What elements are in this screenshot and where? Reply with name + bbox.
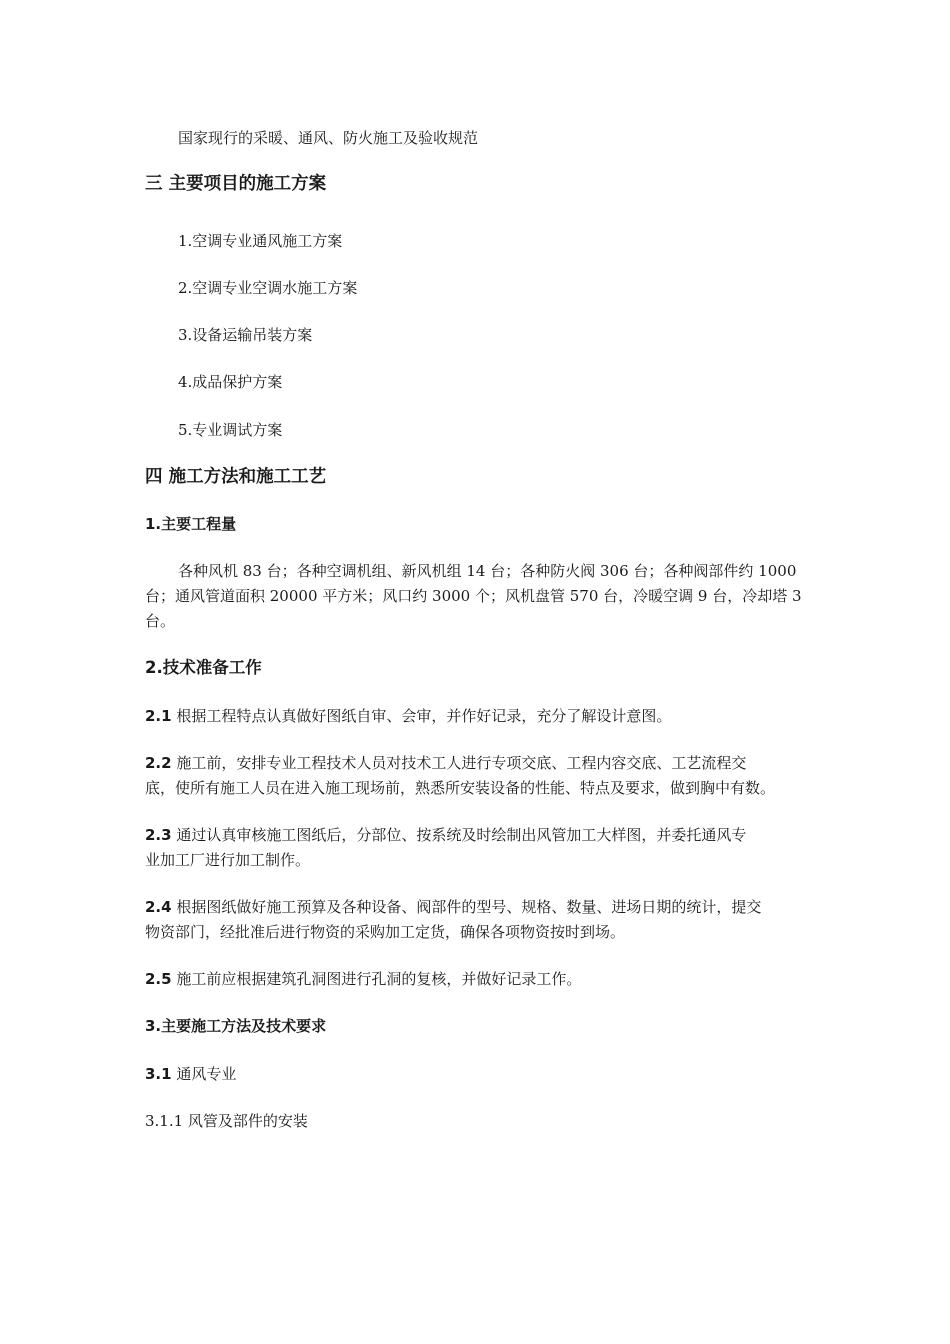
item-2-3-number: 2.3: [145, 826, 172, 844]
section-4-heading: 四 施工方法和施工工艺: [145, 467, 327, 487]
item-2-3-text-line-1: 通过认真审核施工图纸后，分部位、按系统及时绘制出风管加工大样图，并委托通风专: [176, 826, 747, 844]
quantities-line-3: 台。: [145, 612, 176, 630]
item-2-5: [145, 969, 581, 989]
item-2-2-text-line-2: 底，使所有施工人员在进入施工现场前，熟悉所安装设备的性能、特点及要求，做到胸中有数。: [145, 779, 776, 797]
section-3-item-2: 2.空调专业空调水施工方案: [178, 279, 358, 297]
item-2-4-text-line-2: 物资部门，经批准后进行物资的采购加工定货，确保各项物资按时到场。: [145, 923, 626, 941]
section-3-item-1: 1.空调专业通风施工方案: [178, 232, 343, 250]
item-2-1-number: 2.1: [145, 707, 172, 725]
item-2-2: [145, 753, 746, 773]
item-2-1: [145, 706, 671, 726]
item-2-3: [145, 825, 746, 845]
subsection-3-heading: 3.主要施工方法及技术要求: [145, 1017, 327, 1035]
item-2-2-text-line-1: 施工前，安排专业工程技术人员对技术工人进行专项交底、工程内容交底、工艺流程交: [176, 754, 747, 772]
item-2-4-number: 2.4: [145, 898, 172, 916]
intro-line: 国家现行的采暖、通风、防火施工及验收规范: [178, 129, 479, 147]
item-2-1-text: 根据工程特点认真做好图纸自审、会审，并作好记录，充分了解设计意图。: [176, 707, 672, 725]
item-2-2-number: 2.2: [145, 754, 172, 772]
item-2-3-text-line-2: 业加工厂进行加工制作。: [145, 851, 311, 869]
item-3-1: [145, 1064, 236, 1084]
item-3-1-number: 3.1: [145, 1065, 172, 1083]
item-2-5-number: 2.5: [145, 970, 172, 988]
section-3-item-5: 5.专业调试方案: [178, 421, 283, 439]
item-2-4-text-line-1: 根据图纸做好施工预算及各种设备、阀部件的型号、规格、数量、进场日期的统计，提交: [176, 898, 762, 916]
item-2-5-text: 施工前应根据建筑孔洞图进行孔洞的复核，并做好记录工作。: [176, 970, 582, 988]
quantities-line-2: 台；通风管道面积 20000 平方米；风口约 3000 个；风机盘管 570 台，冷暖空调 9 台，冷却塔 3: [145, 587, 802, 605]
section-3-heading: 三 主要项目的施工方案: [145, 174, 327, 194]
quantities-line-1: 各种风机 83 台；各种空调机组、新风机组 14 台；各种防火阀 306 台；各种阀部件约 1000: [178, 562, 797, 580]
subsection-2-heading: 2.技术准备工作: [145, 658, 262, 677]
section-3-item-4: 4.成品保护方案: [178, 373, 283, 391]
item-2-4: [145, 897, 761, 917]
subsection-1-heading: 1.主要工程量: [145, 515, 237, 533]
item-3-1-text: 通风专业: [176, 1065, 237, 1083]
item-3-1-1: 3.1.1 风管及部件的安装: [145, 1112, 308, 1130]
section-3-item-3: 3.设备运输吊装方案: [178, 326, 313, 344]
